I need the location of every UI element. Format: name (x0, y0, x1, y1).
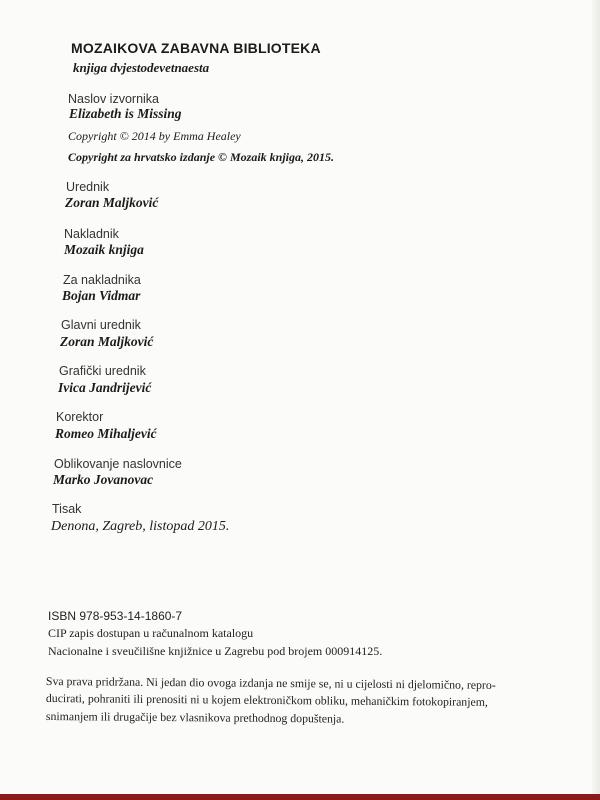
credit-label-tisak: Tisak (52, 502, 82, 516)
rights-line-3: snimanjem ili drugačije bez vlasnikova prethodnog dopuštenja. (45, 708, 345, 726)
credit-label-graficki-urednik: Grafički urednik (59, 364, 146, 378)
credit-value-glavni-urednik: Zoran Maljković (60, 334, 154, 349)
credit-value-za-nakladnika: Bojan Vidmar (62, 288, 141, 303)
series-volume: knjiga dvjestodevetnaesta (73, 60, 210, 75)
rights-line-1: Sva prava pridržana. Ni jedan dio ovoga izdanja ne smije se, ni u cijelosti ni djelomično, repro- (45, 673, 496, 692)
copyright-croatian: Copyright za hrvatsko izdanje © Mozaik knjiga, 2015. (68, 150, 335, 164)
credit-value-tisak: Denona, Zagreb, listopad 2015. (51, 519, 230, 534)
original-title-label: Naslov izvornika (68, 92, 160, 106)
original-title: Elizabeth is Missing (69, 106, 182, 121)
credit-label-urednik: Urednik (66, 180, 110, 194)
credit-label-glavni-urednik: Glavni urednik (61, 318, 141, 332)
credit-value-urednik: Zoran Maljković (65, 195, 159, 210)
credit-label-za-nakladnika: Za nakladnika (63, 273, 141, 287)
credit-label-nakladnik: Nakladnik (64, 227, 119, 241)
isbn: ISBN 978-953-14-1860-7 (48, 609, 183, 623)
series-title: MOZAIKOVA ZABAVNA BIBLIOTEKA (71, 40, 321, 56)
credit-value-nakladnik: Mozaik knjiga (64, 242, 144, 257)
cover-edge (0, 794, 600, 800)
page-edge-shadow (592, 0, 600, 800)
cip-line-2: Nacionalne i sveučilišne knjižnice u Zagrebu pod brojem 000914125. (48, 644, 383, 658)
credit-value-korektor: Romeo Mihaljević (55, 426, 157, 441)
rights-line-2: ducirati, pohraniti ili prenositi ni u kojem elektroničkom obliku, mehaničkim fotokopiranjem, (45, 690, 488, 709)
copyright-original: Copyright © 2014 by Emma Healey (68, 129, 241, 143)
credit-value-oblikovanje: Marko Jovanovac (53, 472, 154, 487)
credit-value-graficki-urednik: Ivica Jandrijević (58, 380, 152, 395)
credit-label-oblikovanje: Oblikovanje naslovnice (54, 457, 182, 471)
credit-label-korektor: Korektor (56, 410, 104, 424)
cip-line-1: CIP zapis dostupan u računalnom katalogu (48, 626, 254, 640)
